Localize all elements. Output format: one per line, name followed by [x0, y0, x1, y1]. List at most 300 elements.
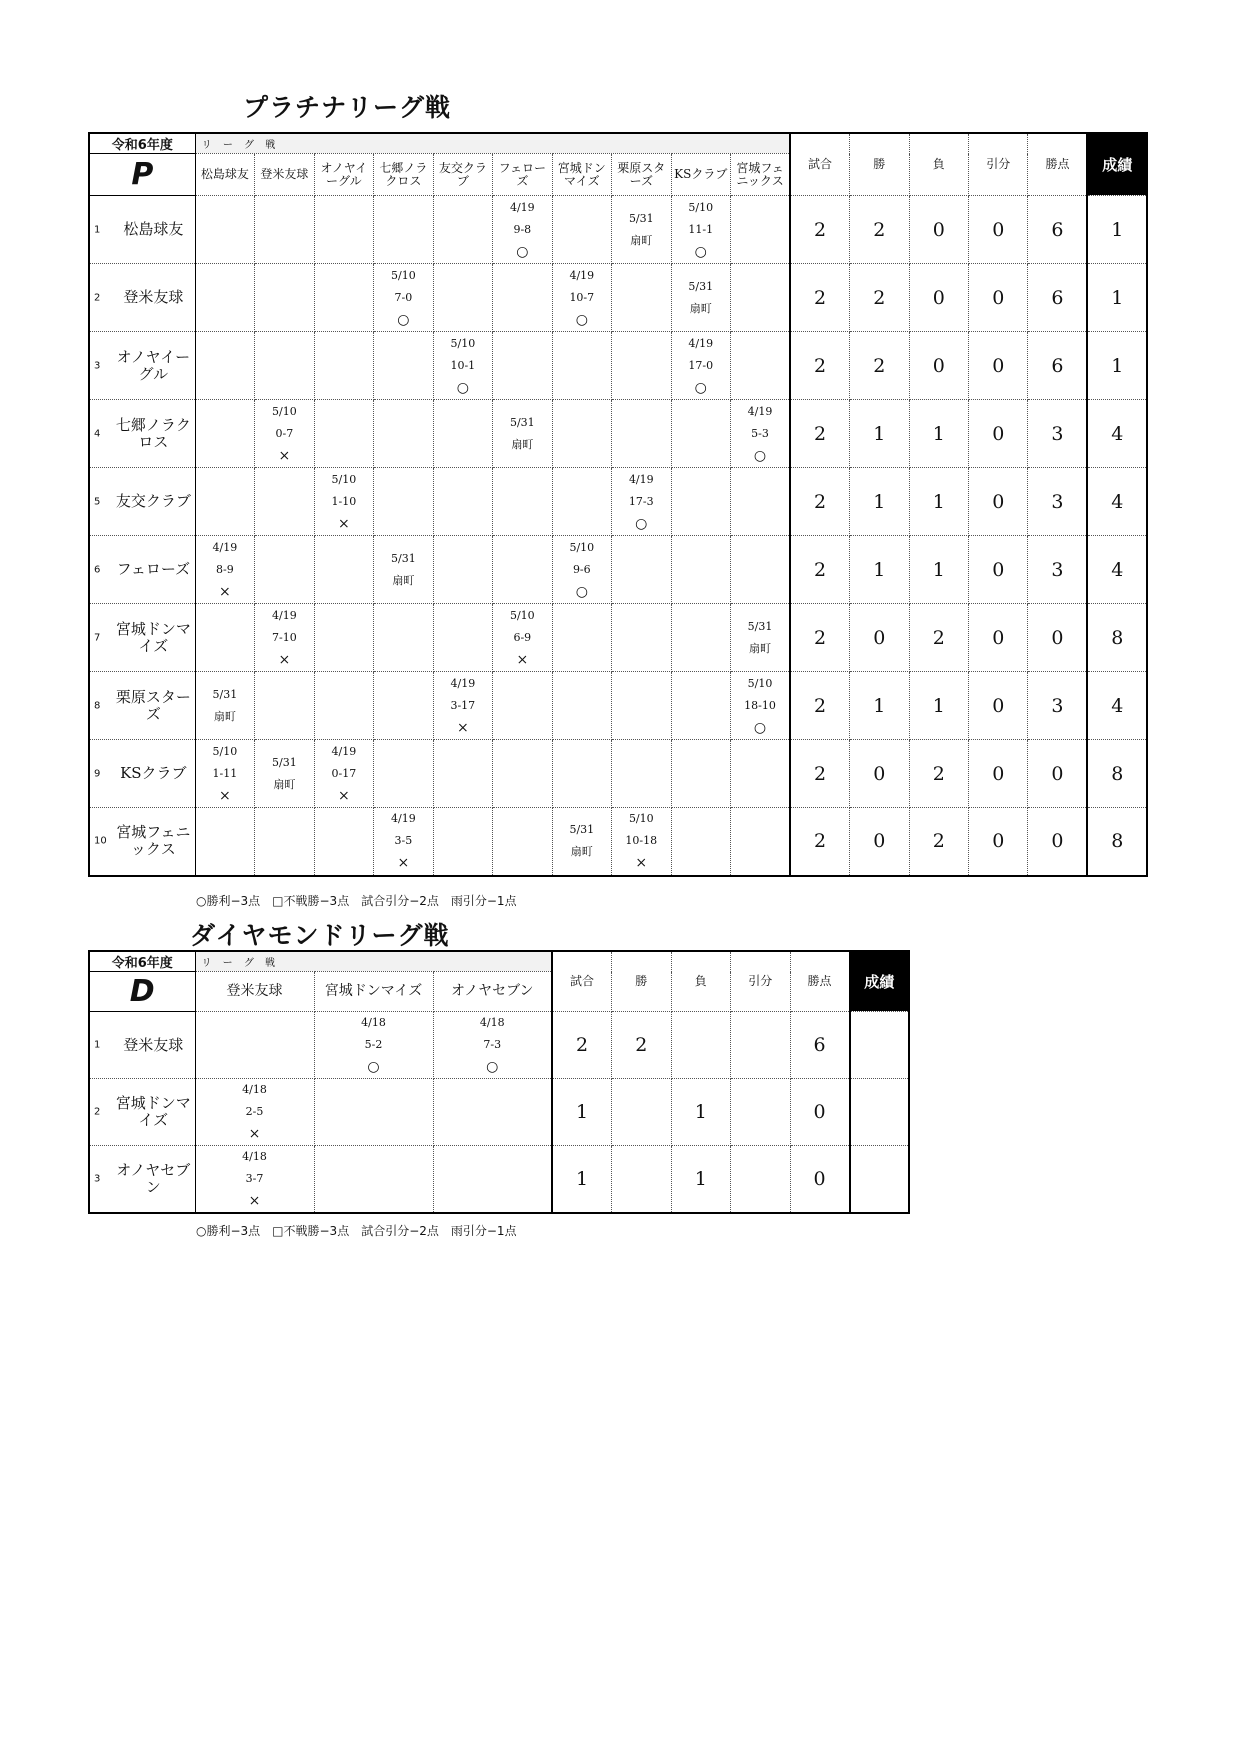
- match-cell: [671, 196, 730, 264]
- match-cell: [731, 264, 791, 332]
- match-cell: [195, 332, 254, 400]
- match-date: 4/19: [391, 812, 416, 826]
- team-name: 友交クラブ: [115, 492, 191, 510]
- match-cell: [314, 740, 373, 808]
- stat-value: 0: [790, 1079, 850, 1146]
- team-column-header: KSクラブ: [671, 154, 730, 196]
- match-score: 1-10: [331, 494, 357, 508]
- stat-value: 2: [790, 468, 849, 536]
- stat-value: 1: [909, 400, 968, 468]
- match-cell: [612, 332, 671, 400]
- match-cell: [314, 196, 373, 264]
- match-cell: [314, 1079, 433, 1146]
- match-date: 4/18: [361, 1016, 386, 1029]
- match-cell: [493, 400, 552, 468]
- stat-value: 6: [1028, 332, 1087, 400]
- match-cell: [374, 672, 433, 740]
- match-date: 4/18: [479, 1016, 505, 1029]
- match-cell: [552, 468, 611, 536]
- match-result-mark: ×: [219, 787, 231, 804]
- row-number: 1: [94, 224, 101, 235]
- match-cell: [731, 672, 791, 740]
- row-number: 3: [94, 360, 101, 371]
- match-cell: [374, 264, 433, 332]
- match-date: 4/19: [331, 744, 357, 758]
- team-name: フェローズ: [116, 560, 191, 578]
- match-cell: [671, 740, 730, 808]
- match-cell: [612, 468, 671, 536]
- rank-value: 1: [1087, 196, 1147, 264]
- stat-value: 0: [909, 264, 968, 332]
- match-date: 5/10: [628, 812, 654, 826]
- stat-value: 0: [850, 604, 909, 672]
- stat-value: 0: [1028, 808, 1087, 876]
- match-score: 3-5: [394, 834, 413, 848]
- team-column-header: 友交クラブ: [433, 154, 492, 196]
- match-cell: [255, 672, 314, 740]
- match-result-mark: ×: [516, 651, 529, 668]
- team-name: 宮城フェニックス: [116, 823, 191, 859]
- table-row: [89, 740, 1147, 808]
- match-cell: [255, 740, 314, 808]
- rank-value: [850, 1146, 910, 1214]
- match-date: 5/31: [272, 755, 297, 769]
- stat-header-1: 勝: [850, 133, 909, 196]
- match-cell: [374, 808, 433, 876]
- league-label: リ ー グ 戦: [195, 133, 790, 154]
- team-name: オノヤイーグル: [116, 347, 191, 383]
- match-cell: [433, 196, 492, 264]
- match-date: 5/31: [391, 551, 416, 565]
- rank-value: 1: [1087, 332, 1147, 400]
- match-score: 0-7: [275, 426, 294, 440]
- stat-value: 1: [909, 468, 968, 536]
- match-score: 7-0: [394, 290, 413, 304]
- stat-value: [731, 1012, 791, 1079]
- match-cell: [195, 1012, 314, 1079]
- match-date: 4/19: [509, 200, 535, 214]
- stat-header-0: 試合: [790, 133, 849, 196]
- match-date: 5/10: [272, 404, 297, 418]
- match-date: 5/31: [212, 687, 238, 701]
- match-result-mark: ○: [575, 311, 588, 328]
- division-letter: D: [89, 972, 195, 1012]
- match-cell: [195, 808, 254, 876]
- stat-value: 1: [552, 1079, 612, 1146]
- platinum-league-table: [88, 132, 1148, 877]
- team-name: 宮城ドンマイズ: [115, 619, 191, 655]
- table-row: [89, 672, 1147, 740]
- match-cell: [255, 468, 314, 536]
- stat-header-3: 引分: [731, 951, 791, 1012]
- team-name: KSクラブ: [120, 764, 187, 782]
- match-result-mark: ×: [338, 515, 350, 532]
- match-score: 3-17: [450, 698, 476, 712]
- row-number: 5: [94, 496, 101, 507]
- match-date: 5/31: [569, 823, 595, 837]
- match-cell: [314, 264, 373, 332]
- match-date: 5/10: [509, 608, 535, 622]
- stat-value: 3: [1028, 400, 1087, 468]
- match-date: 4/19: [747, 404, 773, 418]
- match-date: 5/31: [509, 415, 535, 429]
- match-cell: [671, 264, 730, 332]
- match-score: 9-6: [572, 562, 591, 576]
- match-cell: [374, 740, 433, 808]
- match-date: 4/19: [628, 472, 654, 486]
- row-number: 2: [94, 292, 101, 303]
- match-cell: [433, 808, 492, 876]
- stat-value: 2: [790, 672, 849, 740]
- match-result-mark: ○: [367, 1059, 380, 1075]
- row-number: 9: [94, 768, 101, 779]
- match-cell: [671, 808, 730, 876]
- match-score: 扇町: [392, 573, 415, 587]
- match-score: 5-3: [751, 426, 769, 440]
- match-cell: [374, 332, 433, 400]
- match-result-mark: ○: [575, 583, 588, 600]
- match-cell: [433, 1079, 552, 1146]
- stat-value: 2: [790, 400, 849, 468]
- rank-header: 成績: [1087, 133, 1147, 196]
- stat-value: [731, 1146, 791, 1214]
- team-row-header: [89, 536, 195, 604]
- match-date: 4/19: [272, 608, 297, 622]
- match-date: 5/10: [747, 676, 773, 690]
- match-score: 扇町: [749, 641, 772, 655]
- stat-value: 0: [969, 468, 1028, 536]
- match-cell: [314, 604, 373, 672]
- rank-value: 4: [1087, 536, 1147, 604]
- match-cell: [612, 604, 671, 672]
- diamond-league-table: [88, 950, 910, 1214]
- stat-value: 2: [909, 808, 968, 876]
- stat-value: 2: [909, 604, 968, 672]
- match-cell: [671, 672, 730, 740]
- team-column-header: オノヤイーグル: [314, 154, 373, 196]
- match-date: 4/18: [242, 1150, 267, 1163]
- rank-value: 4: [1087, 672, 1147, 740]
- match-date: 4/19: [212, 540, 238, 554]
- match-result-mark: ×: [278, 651, 291, 668]
- match-result-mark: ○: [694, 243, 707, 260]
- match-score: 扇町: [273, 777, 296, 791]
- rank-value: 1: [1087, 264, 1147, 332]
- match-cell: [671, 536, 730, 604]
- match-score: 2-5: [245, 1105, 264, 1118]
- team-row-header: [89, 808, 195, 876]
- rank-value: 8: [1087, 740, 1147, 808]
- match-cell: [552, 332, 611, 400]
- match-result-mark: ×: [397, 855, 410, 872]
- stat-value: [671, 1012, 731, 1079]
- match-cell: [731, 604, 791, 672]
- stat-value: [612, 1079, 672, 1146]
- match-cell: [374, 468, 433, 536]
- league-label: リ ー グ 戦: [195, 951, 552, 972]
- stat-value: 1: [671, 1146, 731, 1214]
- team-row-header: [89, 740, 195, 808]
- team-row-header: [89, 400, 195, 468]
- stat-value: 0: [969, 332, 1028, 400]
- stat-value: 2: [850, 332, 909, 400]
- match-score: 6-9: [513, 630, 532, 644]
- rank-value: [850, 1012, 910, 1079]
- match-cell: [255, 604, 314, 672]
- match-cell: [195, 400, 254, 468]
- match-result-mark: ○: [753, 719, 767, 736]
- match-score: 扇町: [630, 233, 653, 247]
- stat-value: 0: [969, 400, 1028, 468]
- match-date: 4/19: [688, 336, 714, 350]
- team-column-header: 宮城ドンマイズ: [552, 154, 611, 196]
- match-cell: [552, 536, 611, 604]
- match-cell: [314, 672, 373, 740]
- team-column-header: 松島球友: [195, 154, 254, 196]
- match-result-mark: ×: [219, 583, 231, 600]
- row-number: 10: [94, 835, 107, 847]
- rank-value: [850, 1079, 910, 1146]
- match-cell: [612, 536, 671, 604]
- team-name: 登米友球: [123, 288, 184, 306]
- stat-value: 2: [909, 740, 968, 808]
- match-date: 5/10: [331, 472, 357, 486]
- team-column-header: 登米友球: [195, 972, 314, 1012]
- table-row: [89, 1146, 909, 1214]
- match-cell: [731, 536, 791, 604]
- match-result-mark: ○: [456, 379, 469, 396]
- match-cell: [314, 332, 373, 400]
- match-result-mark: ×: [278, 447, 291, 464]
- row-number: 8: [94, 700, 101, 711]
- stat-value: 1: [850, 536, 909, 604]
- diamond-title: ダイヤモンドリーグ戦: [190, 921, 450, 950]
- row-number: 3: [94, 1173, 101, 1185]
- stat-value: 0: [969, 740, 1028, 808]
- stat-value: 2: [790, 536, 849, 604]
- row-number: 2: [94, 1106, 101, 1118]
- match-cell: [255, 332, 314, 400]
- match-result-mark: ×: [338, 787, 350, 804]
- match-cell: [731, 332, 791, 400]
- team-name: 七郷ノラクロス: [115, 415, 191, 451]
- stat-value: 1: [552, 1146, 612, 1214]
- team-row-header: [89, 1079, 195, 1146]
- match-date: 5/31: [628, 211, 654, 225]
- match-cell: [612, 740, 671, 808]
- match-cell: [612, 672, 671, 740]
- season-label: 令和6年度: [89, 951, 195, 972]
- match-score: 扇町: [570, 845, 593, 859]
- team-row-header: [89, 264, 195, 332]
- stat-value: 0: [790, 1146, 850, 1214]
- match-cell: [255, 808, 314, 876]
- match-cell: [493, 332, 552, 400]
- team-row-header: [89, 196, 195, 264]
- match-cell: [255, 264, 314, 332]
- division-letter: P: [89, 154, 195, 196]
- match-cell: [195, 536, 254, 604]
- stat-value: 0: [969, 264, 1028, 332]
- stat-header-2: 負: [909, 133, 968, 196]
- table-row: [89, 332, 1147, 400]
- team-row-header: [89, 1146, 195, 1214]
- team-column-header: 宮城ドンマイズ: [314, 972, 433, 1012]
- match-cell: [433, 740, 492, 808]
- stat-value: 3: [1028, 672, 1087, 740]
- match-cell: [552, 400, 611, 468]
- team-name: 登米友球: [123, 1035, 184, 1054]
- match-cell: [433, 1012, 552, 1079]
- row-number: 7: [94, 632, 101, 643]
- table-row: [89, 264, 1147, 332]
- match-result-mark: ×: [456, 719, 469, 736]
- table-row: [89, 1012, 909, 1079]
- match-date: 4/19: [450, 676, 476, 690]
- table-row: [89, 536, 1147, 604]
- stat-value: 1: [909, 672, 968, 740]
- match-date: 5/10: [391, 268, 416, 282]
- stat-value: 2: [552, 1012, 612, 1079]
- stat-value: 1: [850, 400, 909, 468]
- match-cell: [671, 400, 730, 468]
- match-cell: [612, 196, 671, 264]
- stat-header-1: 勝: [612, 951, 672, 1012]
- match-result-mark: ○: [397, 311, 410, 328]
- match-cell: [731, 808, 791, 876]
- stat-value: [731, 1079, 791, 1146]
- stat-value: 2: [850, 196, 909, 264]
- match-cell: [493, 536, 552, 604]
- match-result-mark: ○: [694, 379, 707, 396]
- stat-value: 1: [909, 536, 968, 604]
- match-cell: [612, 808, 671, 876]
- team-row-header: [89, 1012, 195, 1079]
- team-row-header: [89, 468, 195, 536]
- stat-value: 1: [671, 1079, 731, 1146]
- stat-value: 3: [1028, 536, 1087, 604]
- match-cell: [314, 468, 373, 536]
- stat-value: 2: [790, 740, 849, 808]
- stat-value: 6: [1028, 196, 1087, 264]
- match-cell: [433, 264, 492, 332]
- match-cell: [493, 808, 552, 876]
- match-date: 5/31: [747, 619, 773, 633]
- stat-value: 1: [850, 468, 909, 536]
- table-row: [89, 604, 1147, 672]
- match-score: 7-10: [272, 630, 297, 644]
- match-cell: [493, 604, 552, 672]
- match-score: 扇町: [689, 301, 712, 315]
- match-cell: [374, 400, 433, 468]
- match-cell: [612, 264, 671, 332]
- match-cell: [195, 672, 254, 740]
- stat-value: 0: [969, 536, 1028, 604]
- team-name: オノヤセブン: [116, 1161, 191, 1196]
- match-cell: [374, 604, 433, 672]
- match-cell: [195, 740, 254, 808]
- match-cell: [493, 672, 552, 740]
- stat-value: 0: [850, 740, 909, 808]
- match-score: 3-7: [245, 1172, 264, 1185]
- stat-header-3: 引分: [969, 133, 1028, 196]
- stat-header-0: 試合: [552, 951, 612, 1012]
- rank-value: 4: [1087, 400, 1147, 468]
- match-cell: [552, 740, 611, 808]
- match-date: 5/31: [688, 279, 714, 293]
- match-cell: [671, 604, 730, 672]
- match-cell: [731, 400, 791, 468]
- match-score: 10-7: [569, 290, 595, 304]
- table-row: [89, 196, 1147, 264]
- match-date: 5/10: [688, 200, 714, 214]
- team-column-header: オノヤセブン: [433, 972, 552, 1012]
- team-name: 宮城ドンマイズ: [115, 1094, 191, 1129]
- match-cell: [195, 468, 254, 536]
- match-date: 4/19: [569, 268, 595, 282]
- rank-value: 8: [1087, 604, 1147, 672]
- match-cell: [255, 536, 314, 604]
- row-number: 4: [94, 428, 101, 439]
- team-column-header: フェローズ: [493, 154, 552, 196]
- match-score: 17-0: [688, 358, 714, 372]
- match-cell: [195, 604, 254, 672]
- match-score: 0-17: [331, 766, 357, 780]
- match-cell: [255, 196, 314, 264]
- match-date: 5/10: [450, 336, 476, 350]
- match-cell: [731, 196, 791, 264]
- match-date: 4/18: [242, 1083, 267, 1096]
- rank-value: 4: [1087, 468, 1147, 536]
- match-result-mark: ○: [516, 243, 529, 260]
- stat-value: 0: [969, 604, 1028, 672]
- diamond-scoring-note: ○勝利−3点 □不戦勝−3点 試合引分−2点 雨引分−1点: [196, 1224, 517, 1238]
- season-label: 令和6年度: [89, 133, 195, 154]
- match-cell: [314, 808, 373, 876]
- match-cell: [374, 536, 433, 604]
- table-row: [89, 468, 1147, 536]
- stat-value: 6: [790, 1012, 850, 1079]
- match-cell: [195, 1079, 314, 1146]
- match-result-mark: ○: [753, 447, 767, 464]
- match-cell: [314, 1146, 433, 1214]
- match-cell: [552, 672, 611, 740]
- stat-header-2: 負: [671, 951, 731, 1012]
- team-column-header: 栗原スターズ: [612, 154, 671, 196]
- match-cell: [731, 468, 791, 536]
- stat-value: 0: [1028, 604, 1087, 672]
- match-cell: [493, 740, 552, 808]
- match-cell: [493, 468, 552, 536]
- stat-header-4: 勝点: [790, 951, 850, 1012]
- table-row: [89, 808, 1147, 876]
- match-cell: [671, 332, 730, 400]
- stat-value: 2: [790, 332, 849, 400]
- match-result-mark: ×: [248, 1126, 261, 1142]
- table-row: [89, 400, 1147, 468]
- match-cell: [255, 400, 314, 468]
- team-row-header: [89, 672, 195, 740]
- match-cell: [433, 1146, 552, 1214]
- match-cell: [612, 400, 671, 468]
- team-name: 松島球友: [123, 220, 184, 238]
- stat-value: 2: [790, 264, 849, 332]
- stat-value: 0: [969, 672, 1028, 740]
- match-cell: [433, 672, 492, 740]
- match-cell: [195, 1146, 314, 1214]
- stat-header-4: 勝点: [1028, 133, 1087, 196]
- match-score: 17-3: [628, 494, 654, 508]
